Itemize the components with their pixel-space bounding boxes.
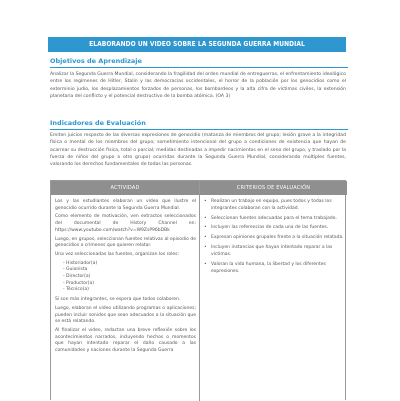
role-item: - Técnico(a) xyxy=(63,287,89,293)
activity-paragraph: Al finalizar el video, redactan una breve reflexión sobre los acontecimientos narrados, incluyendo hechos o momentos que hayan intentado reparar el daño causado a las comunidades y naciones durante la Segunda Guerra xyxy=(55,327,196,354)
indicators-text: Emiten juicios respecto de las diversas expresiones de genocidio (matanza de miembros del grupo; lesión grave a la integridad física o mental de los miembros del grupo; sometimiento intencional del grupo a condiciones de existencia que hayan de acarrear su destrucción física, total o parcial; medidas destinadas a impedir nacimientos en el seno del grupo, y traslado por la fuerza de niños del grupo a otro grupo) ocurridas durante la Segunda Guerra Mundial, considerando múltiples fuentes, valorando los derechos fundamentales de todas las personas. xyxy=(50,133,346,168)
role-item: - Director(a) xyxy=(63,274,91,280)
criteria-text: Incluyen las referencias de cada una de las fuentes. xyxy=(211,225,329,231)
objectives-heading: Objetivos de Aprendizaje xyxy=(50,57,142,65)
activity-paragraph: Los y las estudiantes elaboran un video que ilustre el genocidio ocurrido durante la Segunda Guerra Mundial. xyxy=(55,199,196,211)
indicators-divider xyxy=(50,129,348,130)
activity-cell xyxy=(55,199,196,357)
role-item: - Productor(a) xyxy=(63,280,95,286)
objectives-text: Analizar la Segunda Guerra Mundial, considerando la fragilidad del orden mundial de entreguerras, el enfrentamiento ideológico entre los regímenes de Hitler, Stalin y las democracias occidentales, el horror de la población por los genocidios como el exterminio judío, los desplazamientos forzados de personas, los bombardeos y la alta cifra de víctimas civiles, la extensión planetaria del conflicto y el potencial destructivo de la bomba atómica. (OA 3) xyxy=(50,72,346,99)
role-item: - Guionista xyxy=(63,267,88,273)
column-divider xyxy=(199,181,200,401)
criteria-item xyxy=(204,262,344,275)
role-item: - Historiador(a) xyxy=(63,260,98,266)
criteria-text: Expresan opiniones grupales frente a la situación relatada. xyxy=(211,235,344,241)
activity-column-header: ACTIVIDAD xyxy=(51,181,199,195)
criteria-item xyxy=(204,245,344,258)
criteria-cell xyxy=(204,199,344,278)
bullet-icon: • xyxy=(204,245,207,251)
bullet-icon: • xyxy=(204,235,207,241)
criteria-item xyxy=(204,216,344,223)
objectives-divider xyxy=(50,67,348,68)
activity-paragraph: Una vez seleccionadas las fuentes, organizan los roles: xyxy=(55,251,180,257)
activity-paragraph: Como elemento de motivación, ven extractos seleccionados del documental de History Channel en: https://www.youtube.com/watch?v=W9ZsP96bDBk xyxy=(55,214,196,233)
page-title: ELABORANDO UN VIDEO SOBRE LA SEGUNDA GUERRA MUNDIAL xyxy=(48,37,346,52)
bullet-icon: • xyxy=(204,261,207,267)
bullet-icon: • xyxy=(204,225,207,231)
indicators-heading: Indicadores de Evaluación xyxy=(50,119,146,127)
activity-paragraph: Luego, en grupos, seleccionan fuentes relativas al episodio de genocidios o crímenes que quieren relatar. xyxy=(55,236,196,249)
criteria-text: Realizan un trabajo en equipo, pues todos y todas los integrantes colaboran con la actividad. xyxy=(211,199,332,211)
activity-paragraph: Si son más integrantes, se espera que todos colaboren. xyxy=(55,297,181,303)
criteria-item xyxy=(204,225,344,232)
bullet-icon: • xyxy=(204,215,207,221)
activity-table xyxy=(50,180,346,400)
criteria-text: Valoran la vida humana, la libertad y los diferentes expresiones. xyxy=(211,261,326,274)
criteria-column-header: CRITERIOS DE EVALUACIÓN xyxy=(200,181,347,195)
activity-paragraph: Luego, elaboran el video utilizando programas o aplicaciones; pueden incluir sonidos que sean adecuados a la situación que se está relatando. xyxy=(55,305,196,325)
criteria-text: Seleccionan fuentes adecuadas para el tema trabajado. xyxy=(211,215,337,221)
criteria-item xyxy=(204,199,344,212)
bullet-icon: • xyxy=(204,199,207,204)
criteria-item xyxy=(204,235,344,242)
criteria-text: Incluyen instancias que hayan intentado reparar a las víctimas. xyxy=(211,245,333,257)
